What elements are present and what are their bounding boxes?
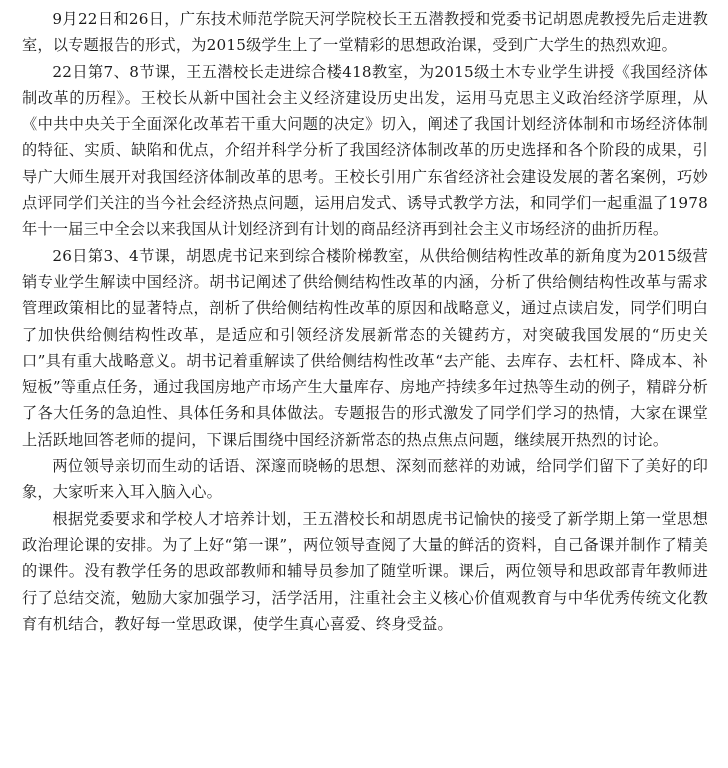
paragraph-intro: 9月22日和26日，广东技术师范学院天河学院校长王五潜教授和党委书记胡恩虎教授先后走进教室，以专题报告的形式，为2015级学生上了一堂精彩的思想政治课，受到广大学生的热烈欢迎。: [22, 10, 708, 55]
paragraph-impression: 两位领导亲切而生动的话语、深邃而晓畅的思想、深刻而慈祥的劝诫，给同学们留下了美好的印象，大家听来入耳入脑入心。: [22, 457, 708, 502]
paragraph-secretary-lecture: 26日第3、4节课，胡恩虎书记来到综合楼阶梯教室，从供给侧结构性改革的新角度为2015级营销专业学生解读中国经济。胡书记阐述了供给侧结构性改革的内涵，分析了供给侧结构性改革与需求管理政策相比的显著特点，剖析了供给侧结构性改革的原因和战略意义，通过点读启发，同学们明白了加快供给侧结构性改革，是适应和引领经济发展新常态的关键药方，对突破我国发展的“历史关口”具有重大战略意义。胡书记着重解读了供给侧结构性改革“去产能、去库存、去杠杆、降成本、补短板”等重点任务，通过我国房地产市场产生大量库存、房地产持续多年过热等生动的例子，精辟分析了各大任务的急迫性、具体任务和具体做法。专题报告的形式激发了同学们学习的热情，大家在课堂上活跃地回答老师的提问，下课后围绕中国经济新常态的热点焦点问题，继续展开热烈的讨论。: [22, 246, 708, 449]
paragraph-background: 根据党委要求和学校人才培养计划，王五潜校长和胡恩虎书记愉快的接受了新学期上第一堂思想政治理论课的安排。为了上好“第一课”，两位领导查阅了大量的鲜活的资料，自己备课并制作了精美的课件。没有教学任务的思政部教师和辅导员参加了随堂听课。课后，两位领导和思政部青年教师进行了总结交流，勉励大家加强学习，活学活用，注重社会主义核心价值观教育与中华优秀传统文化教育有机结合，教好每一堂思政课，使学生真心喜爱、终身受益。: [22, 509, 708, 633]
paragraph-principal-lecture: 22日第7、8节课，王五潜校长走进综合楼418教室，为2015级土木专业学生讲授《我国经济体制改革的历程》。王校长从新中国社会主义经济建设历史出发，运用马克思主义政治经济学原理，从《中共中央关于全面深化改革若干重大问题的决定》切入，阐述了我国计划经济体制和市场经济体制的特征、实质、缺陷和优点，介绍并科学分析了我国经济体制改革的历史选择和各个阶段的成果，引导广大师生展开对我国经济体制改革的思考。王校长引用广东省经济社会建设发展的著名案例，巧妙点评同学们关注的当今社会经济热点问题，运用启发式、诱导式教学方法，和同学们一起重温了1978年十一届三中全会以来我国从计划经济到有计划的商品经济再到社会主义市场经济的曲折历程。: [22, 62, 708, 239]
